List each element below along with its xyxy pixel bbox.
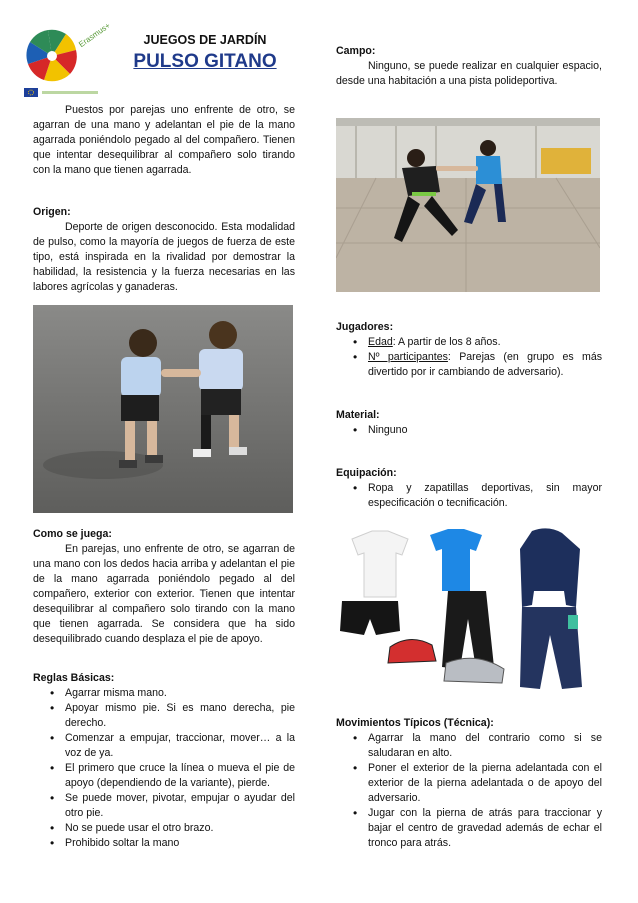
page-title: PULSO GITANO bbox=[133, 51, 277, 72]
list-item: • Prohibido soltar la mano bbox=[33, 836, 295, 851]
list-item: • No se puede usar el otro brazo. bbox=[33, 821, 295, 836]
como-heading: Como se juega: bbox=[33, 528, 112, 540]
como-section bbox=[33, 527, 295, 647]
movimientos-section bbox=[336, 716, 602, 851]
kids-photo bbox=[33, 305, 293, 513]
list-item: • Comenzar a empujar, traccionar, mover… a la voz de ya. bbox=[33, 731, 295, 761]
reglas-section bbox=[33, 671, 295, 851]
campo-heading: Campo: bbox=[336, 45, 376, 57]
list-item: • Poner el exterior de la pierna adelantada con el exterior de la pierna adelantada o de apoyo del adversario. bbox=[336, 761, 602, 806]
list-item: • Agarrar misma mano. bbox=[33, 686, 295, 701]
jugadores-heading: Jugadores: bbox=[336, 321, 394, 333]
campo-text: Ninguno, se puede realizar en cualquier espacio, desde una habitación a una pista polideportiva. bbox=[336, 60, 602, 87]
logo-text: Erasmus+ bbox=[77, 20, 112, 50]
origen-text: Deporte de origen desconocido. Esta modalidad de pulso, como la mayoría de juegos de fuerza de este tipo, está inspirada en la rivalidad por demostrar la habilidad, la resistencia y la fuerza necesarias en las labores agrícolas y ganaderas. bbox=[33, 221, 295, 293]
equipacion-section bbox=[336, 466, 602, 511]
list-item: • Jugar con la pierna de atrás para traccionar y bajar el centro de gravedad además de echar el tronco para atrás. bbox=[336, 806, 602, 851]
origen-section bbox=[33, 205, 295, 295]
participantes-label: Nº participantes bbox=[368, 351, 448, 363]
material-heading: Material: bbox=[336, 409, 380, 421]
jugadores-section bbox=[336, 320, 602, 380]
edad-value: : A partir de los 8 años. bbox=[392, 336, 501, 348]
material-section bbox=[336, 408, 602, 438]
edad-label: Edad bbox=[368, 336, 393, 348]
como-text: En parejas, uno enfrente de otro, se agarran de una mano con los dedos hacia arriba y adelantan el pie de la mano agarrada poniéndolo pegado al del compañero, exterior con exterior. Tienen que intentar desequilibrar al compañero solo tirando con la mano que tienen agarrada. Se considera que ha sido desequilibrado cuando desplaza el pie de apoyo. bbox=[33, 543, 295, 645]
movimientos-heading: Movimientos Típicos (Técnica): bbox=[336, 717, 494, 729]
list-item: • El primero que cruce la línea o mueva el pie de apoyo (dependiendo de la variante), pierde. bbox=[33, 761, 295, 791]
list-item: • Se puede mover, pivotar, empujar o ayudar del otro pie. bbox=[33, 791, 295, 821]
list-item bbox=[336, 335, 602, 350]
page-kicker: JUEGOS DE JARDÍN bbox=[143, 33, 267, 47]
list-item: • Ninguno bbox=[336, 423, 602, 438]
list-item bbox=[336, 350, 602, 380]
list-item: • Ropa y zapatillas deportivas, sin mayor especificación o tecnificación. bbox=[336, 481, 602, 511]
reglas-list bbox=[33, 686, 295, 851]
clothing-photo bbox=[336, 527, 602, 697]
participantes-value: : Parejas (en grupo es más divertido por ir cambiando de adversario). bbox=[368, 351, 603, 378]
equipacion-heading: Equipación: bbox=[336, 467, 397, 479]
flower-logo-icon bbox=[22, 18, 122, 98]
intro-paragraph: Puestos por parejas uno enfrente de otro, se agarran de una mano y adelantan el pie de la mano agarrada poniéndolo pegado al del compañero. Tienen que intentar desequilibrar al compañero solo tirando con la mano que tienen agarrada. bbox=[33, 104, 295, 176]
reglas-heading: Reglas Básicas: bbox=[33, 672, 115, 684]
logo bbox=[22, 18, 122, 98]
list-item: • Apoyar mismo pie. Si es mano derecha, pie derecho. bbox=[33, 701, 295, 731]
origen-heading: Origen: bbox=[33, 206, 71, 218]
campo-section bbox=[336, 44, 602, 89]
list-item: • Agarrar la mano del contrario como si se saludaran en alto. bbox=[336, 731, 602, 761]
gym-photo bbox=[336, 118, 600, 292]
